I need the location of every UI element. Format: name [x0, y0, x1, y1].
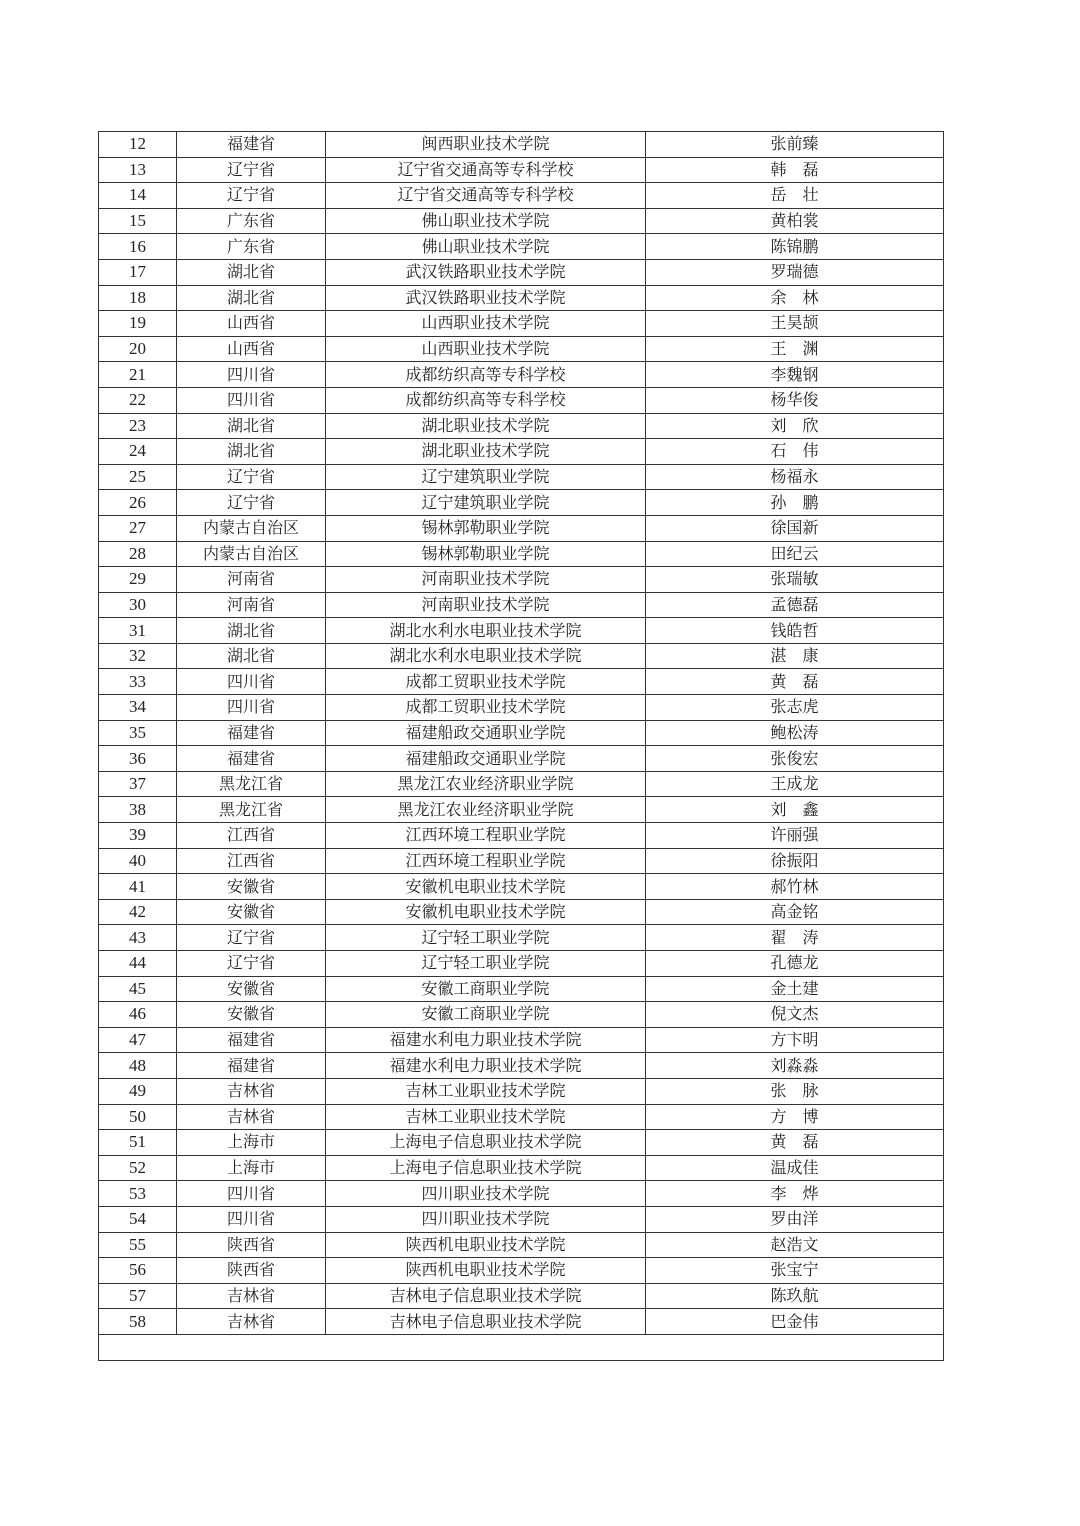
- table-row: [99, 592, 944, 618]
- cell-province: 山西省: [177, 336, 326, 362]
- empty-cell: [99, 1334, 944, 1360]
- table-row: [99, 259, 944, 285]
- table-row: [99, 720, 944, 746]
- table-row: [99, 157, 944, 183]
- cell-name: 王 渊: [646, 336, 944, 362]
- cell-school: 湖北水利水电职业技术学院: [326, 618, 646, 644]
- cell-name: 黄 磊: [646, 1130, 944, 1156]
- cell-school: 湖北职业技术学院: [326, 439, 646, 465]
- cell-row-number: 24: [99, 439, 177, 465]
- cell-school: 河南职业技术学院: [326, 567, 646, 593]
- cell-province: 安徽省: [177, 874, 326, 900]
- cell-school: 湖北水利水电职业技术学院: [326, 643, 646, 669]
- table-row: [99, 567, 944, 593]
- cell-name: 张俊宏: [646, 746, 944, 772]
- cell-province: 吉林省: [177, 1283, 326, 1309]
- cell-province: 湖北省: [177, 439, 326, 465]
- cell-school: 江西环境工程职业学院: [326, 848, 646, 874]
- cell-school: 安徽工商职业学院: [326, 976, 646, 1002]
- cell-school: 吉林电子信息职业技术学院: [326, 1309, 646, 1335]
- cell-school: 湖北职业技术学院: [326, 413, 646, 439]
- cell-row-number: 52: [99, 1155, 177, 1181]
- cell-province: 湖北省: [177, 285, 326, 311]
- cell-school: 河南职业技术学院: [326, 592, 646, 618]
- cell-school: 辽宁省交通高等专科学校: [326, 183, 646, 209]
- cell-name: 孔德龙: [646, 951, 944, 977]
- cell-name: 李魏钢: [646, 362, 944, 388]
- cell-name: 罗由洋: [646, 1206, 944, 1232]
- cell-province: 四川省: [177, 1206, 326, 1232]
- cell-province: 辽宁省: [177, 464, 326, 490]
- cell-province: 河南省: [177, 592, 326, 618]
- table-row: [99, 541, 944, 567]
- cell-province: 四川省: [177, 1181, 326, 1207]
- cell-name: 田纪云: [646, 541, 944, 567]
- cell-name: 张前臻: [646, 132, 944, 158]
- cell-name: 孟德磊: [646, 592, 944, 618]
- cell-school: 成都纺织高等专科学校: [326, 362, 646, 388]
- cell-school: 吉林工业职业技术学院: [326, 1078, 646, 1104]
- cell-school: 佛山职业技术学院: [326, 208, 646, 234]
- cell-school: 福建船政交通职业学院: [326, 746, 646, 772]
- table-row: [99, 976, 944, 1002]
- cell-row-number: 13: [99, 157, 177, 183]
- table-row: [99, 132, 944, 158]
- table-row: [99, 618, 944, 644]
- cell-name: 徐国新: [646, 515, 944, 541]
- table-row: [99, 848, 944, 874]
- cell-province: 四川省: [177, 362, 326, 388]
- cell-province: 上海市: [177, 1130, 326, 1156]
- cell-name: 方 博: [646, 1104, 944, 1130]
- cell-row-number: 37: [99, 771, 177, 797]
- cell-province: 辽宁省: [177, 490, 326, 516]
- cell-row-number: 48: [99, 1053, 177, 1079]
- cell-row-number: 27: [99, 515, 177, 541]
- table-row: [99, 1053, 944, 1079]
- table-row: [99, 490, 944, 516]
- cell-school: 辽宁轻工职业学院: [326, 951, 646, 977]
- cell-row-number: 50: [99, 1104, 177, 1130]
- cell-province: 辽宁省: [177, 925, 326, 951]
- table-row: [99, 1309, 944, 1335]
- cell-school: 辽宁建筑职业学院: [326, 464, 646, 490]
- cell-school: 上海电子信息职业技术学院: [326, 1130, 646, 1156]
- table-row: [99, 746, 944, 772]
- cell-name: 金土建: [646, 976, 944, 1002]
- cell-name: 王成龙: [646, 771, 944, 797]
- table-row: [99, 1104, 944, 1130]
- cell-school: 江西环境工程职业学院: [326, 823, 646, 849]
- cell-row-number: 45: [99, 976, 177, 1002]
- table-row: [99, 1027, 944, 1053]
- cell-row-number: 43: [99, 925, 177, 951]
- cell-name: 余 林: [646, 285, 944, 311]
- cell-row-number: 15: [99, 208, 177, 234]
- cell-province: 福建省: [177, 720, 326, 746]
- table-row: [99, 234, 944, 260]
- table-row: [99, 874, 944, 900]
- cell-name: 杨华俊: [646, 387, 944, 413]
- cell-row-number: 53: [99, 1181, 177, 1207]
- table-row: [99, 464, 944, 490]
- cell-name: 陈玖航: [646, 1283, 944, 1309]
- cell-name: 孙 鹏: [646, 490, 944, 516]
- cell-row-number: 17: [99, 259, 177, 285]
- cell-row-number: 56: [99, 1258, 177, 1284]
- cell-province: 吉林省: [177, 1309, 326, 1335]
- cell-school: 成都纺织高等专科学校: [326, 387, 646, 413]
- cell-province: 陕西省: [177, 1258, 326, 1284]
- roster-table: [98, 131, 944, 1361]
- cell-name: 鲍松涛: [646, 720, 944, 746]
- cell-name: 张 脉: [646, 1078, 944, 1104]
- table-row: [99, 1232, 944, 1258]
- cell-name: 陈锦鹏: [646, 234, 944, 260]
- table-row: [99, 1181, 944, 1207]
- cell-name: 倪文杰: [646, 1002, 944, 1028]
- cell-province: 福建省: [177, 1053, 326, 1079]
- cell-school: 安徽机电职业技术学院: [326, 874, 646, 900]
- table-row: [99, 669, 944, 695]
- cell-province: 湖北省: [177, 618, 326, 644]
- cell-name: 湛 康: [646, 643, 944, 669]
- table-row: [99, 311, 944, 337]
- cell-province: 陕西省: [177, 1232, 326, 1258]
- cell-row-number: 23: [99, 413, 177, 439]
- table-row: [99, 1283, 944, 1309]
- cell-school: 锡林郭勒职业学院: [326, 515, 646, 541]
- cell-school: 辽宁省交通高等专科学校: [326, 157, 646, 183]
- cell-school: 武汉铁路职业技术学院: [326, 259, 646, 285]
- cell-name: 高金铭: [646, 899, 944, 925]
- cell-row-number: 14: [99, 183, 177, 209]
- cell-row-number: 32: [99, 643, 177, 669]
- cell-province: 吉林省: [177, 1078, 326, 1104]
- cell-province: 湖北省: [177, 413, 326, 439]
- cell-province: 湖北省: [177, 643, 326, 669]
- cell-name: 刘 欣: [646, 413, 944, 439]
- cell-province: 上海市: [177, 1155, 326, 1181]
- cell-school: 黑龙江农业经济职业学院: [326, 797, 646, 823]
- cell-province: 黑龙江省: [177, 771, 326, 797]
- cell-province: 安徽省: [177, 899, 326, 925]
- table-row: [99, 1130, 944, 1156]
- cell-row-number: 51: [99, 1130, 177, 1156]
- cell-province: 广东省: [177, 234, 326, 260]
- cell-name: 石 伟: [646, 439, 944, 465]
- cell-row-number: 12: [99, 132, 177, 158]
- cell-school: 辽宁轻工职业学院: [326, 925, 646, 951]
- table-row: [99, 951, 944, 977]
- cell-school: 山西职业技术学院: [326, 311, 646, 337]
- cell-row-number: 47: [99, 1027, 177, 1053]
- cell-name: 许丽强: [646, 823, 944, 849]
- cell-row-number: 20: [99, 336, 177, 362]
- table-row: [99, 771, 944, 797]
- table-row: [99, 439, 944, 465]
- table-row: [99, 1078, 944, 1104]
- cell-row-number: 18: [99, 285, 177, 311]
- cell-row-number: 44: [99, 951, 177, 977]
- table-row: [99, 925, 944, 951]
- cell-row-number: 16: [99, 234, 177, 260]
- cell-row-number: 49: [99, 1078, 177, 1104]
- empty-row: [99, 1334, 944, 1360]
- roster-table-body: [99, 132, 944, 1361]
- cell-name: 王昊颉: [646, 311, 944, 337]
- cell-province: 福建省: [177, 132, 326, 158]
- cell-name: 韩 磊: [646, 157, 944, 183]
- cell-school: 佛山职业技术学院: [326, 234, 646, 260]
- cell-province: 江西省: [177, 848, 326, 874]
- cell-row-number: 35: [99, 720, 177, 746]
- cell-name: 赵浩文: [646, 1232, 944, 1258]
- cell-name: 巴金伟: [646, 1309, 944, 1335]
- cell-province: 福建省: [177, 746, 326, 772]
- table-row: [99, 515, 944, 541]
- cell-province: 四川省: [177, 387, 326, 413]
- table-row: [99, 1002, 944, 1028]
- cell-school: 福建水利电力职业技术学院: [326, 1053, 646, 1079]
- cell-province: 福建省: [177, 1027, 326, 1053]
- table-row: [99, 285, 944, 311]
- table-row: [99, 413, 944, 439]
- cell-name: 李 烨: [646, 1181, 944, 1207]
- cell-school: 上海电子信息职业技术学院: [326, 1155, 646, 1181]
- cell-school: 吉林工业职业技术学院: [326, 1104, 646, 1130]
- table-row: [99, 823, 944, 849]
- cell-province: 广东省: [177, 208, 326, 234]
- cell-school: 黑龙江农业经济职业学院: [326, 771, 646, 797]
- cell-name: 刘淼淼: [646, 1053, 944, 1079]
- cell-province: 黑龙江省: [177, 797, 326, 823]
- table-row: [99, 695, 944, 721]
- cell-school: 四川职业技术学院: [326, 1206, 646, 1232]
- cell-name: 温成佳: [646, 1155, 944, 1181]
- cell-row-number: 42: [99, 899, 177, 925]
- cell-name: 黄柏裳: [646, 208, 944, 234]
- table-row: [99, 208, 944, 234]
- cell-row-number: 26: [99, 490, 177, 516]
- cell-school: 陕西机电职业技术学院: [326, 1258, 646, 1284]
- cell-row-number: 28: [99, 541, 177, 567]
- cell-row-number: 33: [99, 669, 177, 695]
- cell-row-number: 39: [99, 823, 177, 849]
- cell-school: 陕西机电职业技术学院: [326, 1232, 646, 1258]
- table-row: [99, 797, 944, 823]
- cell-school: 锡林郭勒职业学院: [326, 541, 646, 567]
- cell-name: 张瑞敏: [646, 567, 944, 593]
- cell-name: 方卞明: [646, 1027, 944, 1053]
- cell-province: 湖北省: [177, 259, 326, 285]
- cell-school: 辽宁建筑职业学院: [326, 490, 646, 516]
- cell-province: 吉林省: [177, 1104, 326, 1130]
- cell-school: 山西职业技术学院: [326, 336, 646, 362]
- cell-province: 内蒙古自治区: [177, 515, 326, 541]
- cell-name: 郝竹林: [646, 874, 944, 900]
- cell-province: 安徽省: [177, 976, 326, 1002]
- cell-row-number: 31: [99, 618, 177, 644]
- cell-row-number: 30: [99, 592, 177, 618]
- table-row: [99, 899, 944, 925]
- cell-row-number: 29: [99, 567, 177, 593]
- cell-school: 成都工贸职业技术学院: [326, 669, 646, 695]
- cell-school: 福建水利电力职业技术学院: [326, 1027, 646, 1053]
- cell-province: 辽宁省: [177, 183, 326, 209]
- cell-row-number: 25: [99, 464, 177, 490]
- cell-name: 岳 壮: [646, 183, 944, 209]
- cell-province: 四川省: [177, 669, 326, 695]
- cell-province: 内蒙古自治区: [177, 541, 326, 567]
- cell-row-number: 46: [99, 1002, 177, 1028]
- cell-name: 罗瑞德: [646, 259, 944, 285]
- cell-row-number: 58: [99, 1309, 177, 1335]
- table-row: [99, 336, 944, 362]
- cell-province: 山西省: [177, 311, 326, 337]
- cell-row-number: 36: [99, 746, 177, 772]
- cell-province: 江西省: [177, 823, 326, 849]
- table-row: [99, 1155, 944, 1181]
- cell-province: 辽宁省: [177, 951, 326, 977]
- cell-province: 安徽省: [177, 1002, 326, 1028]
- cell-province: 四川省: [177, 695, 326, 721]
- cell-school: 武汉铁路职业技术学院: [326, 285, 646, 311]
- table-row: [99, 643, 944, 669]
- cell-row-number: 55: [99, 1232, 177, 1258]
- cell-row-number: 41: [99, 874, 177, 900]
- cell-name: 翟 涛: [646, 925, 944, 951]
- cell-row-number: 40: [99, 848, 177, 874]
- cell-school: 安徽工商职业学院: [326, 1002, 646, 1028]
- cell-name: 黄 磊: [646, 669, 944, 695]
- cell-school: 四川职业技术学院: [326, 1181, 646, 1207]
- cell-name: 钱皓哲: [646, 618, 944, 644]
- table-row: [99, 183, 944, 209]
- cell-name: 徐振阳: [646, 848, 944, 874]
- table-row: [99, 1258, 944, 1284]
- cell-row-number: 38: [99, 797, 177, 823]
- cell-row-number: 22: [99, 387, 177, 413]
- table-row: [99, 362, 944, 388]
- cell-school: 闽西职业技术学院: [326, 132, 646, 158]
- cell-name: 杨福永: [646, 464, 944, 490]
- cell-name: 刘 鑫: [646, 797, 944, 823]
- cell-name: 张志虎: [646, 695, 944, 721]
- cell-row-number: 34: [99, 695, 177, 721]
- cell-school: 安徽机电职业技术学院: [326, 899, 646, 925]
- cell-name: 张宝宁: [646, 1258, 944, 1284]
- cell-row-number: 21: [99, 362, 177, 388]
- cell-province: 河南省: [177, 567, 326, 593]
- cell-row-number: 19: [99, 311, 177, 337]
- cell-row-number: 57: [99, 1283, 177, 1309]
- cell-row-number: 54: [99, 1206, 177, 1232]
- cell-province: 辽宁省: [177, 157, 326, 183]
- table-row: [99, 387, 944, 413]
- table-row: [99, 1206, 944, 1232]
- cell-school: 成都工贸职业技术学院: [326, 695, 646, 721]
- cell-school: 福建船政交通职业学院: [326, 720, 646, 746]
- cell-school: 吉林电子信息职业技术学院: [326, 1283, 646, 1309]
